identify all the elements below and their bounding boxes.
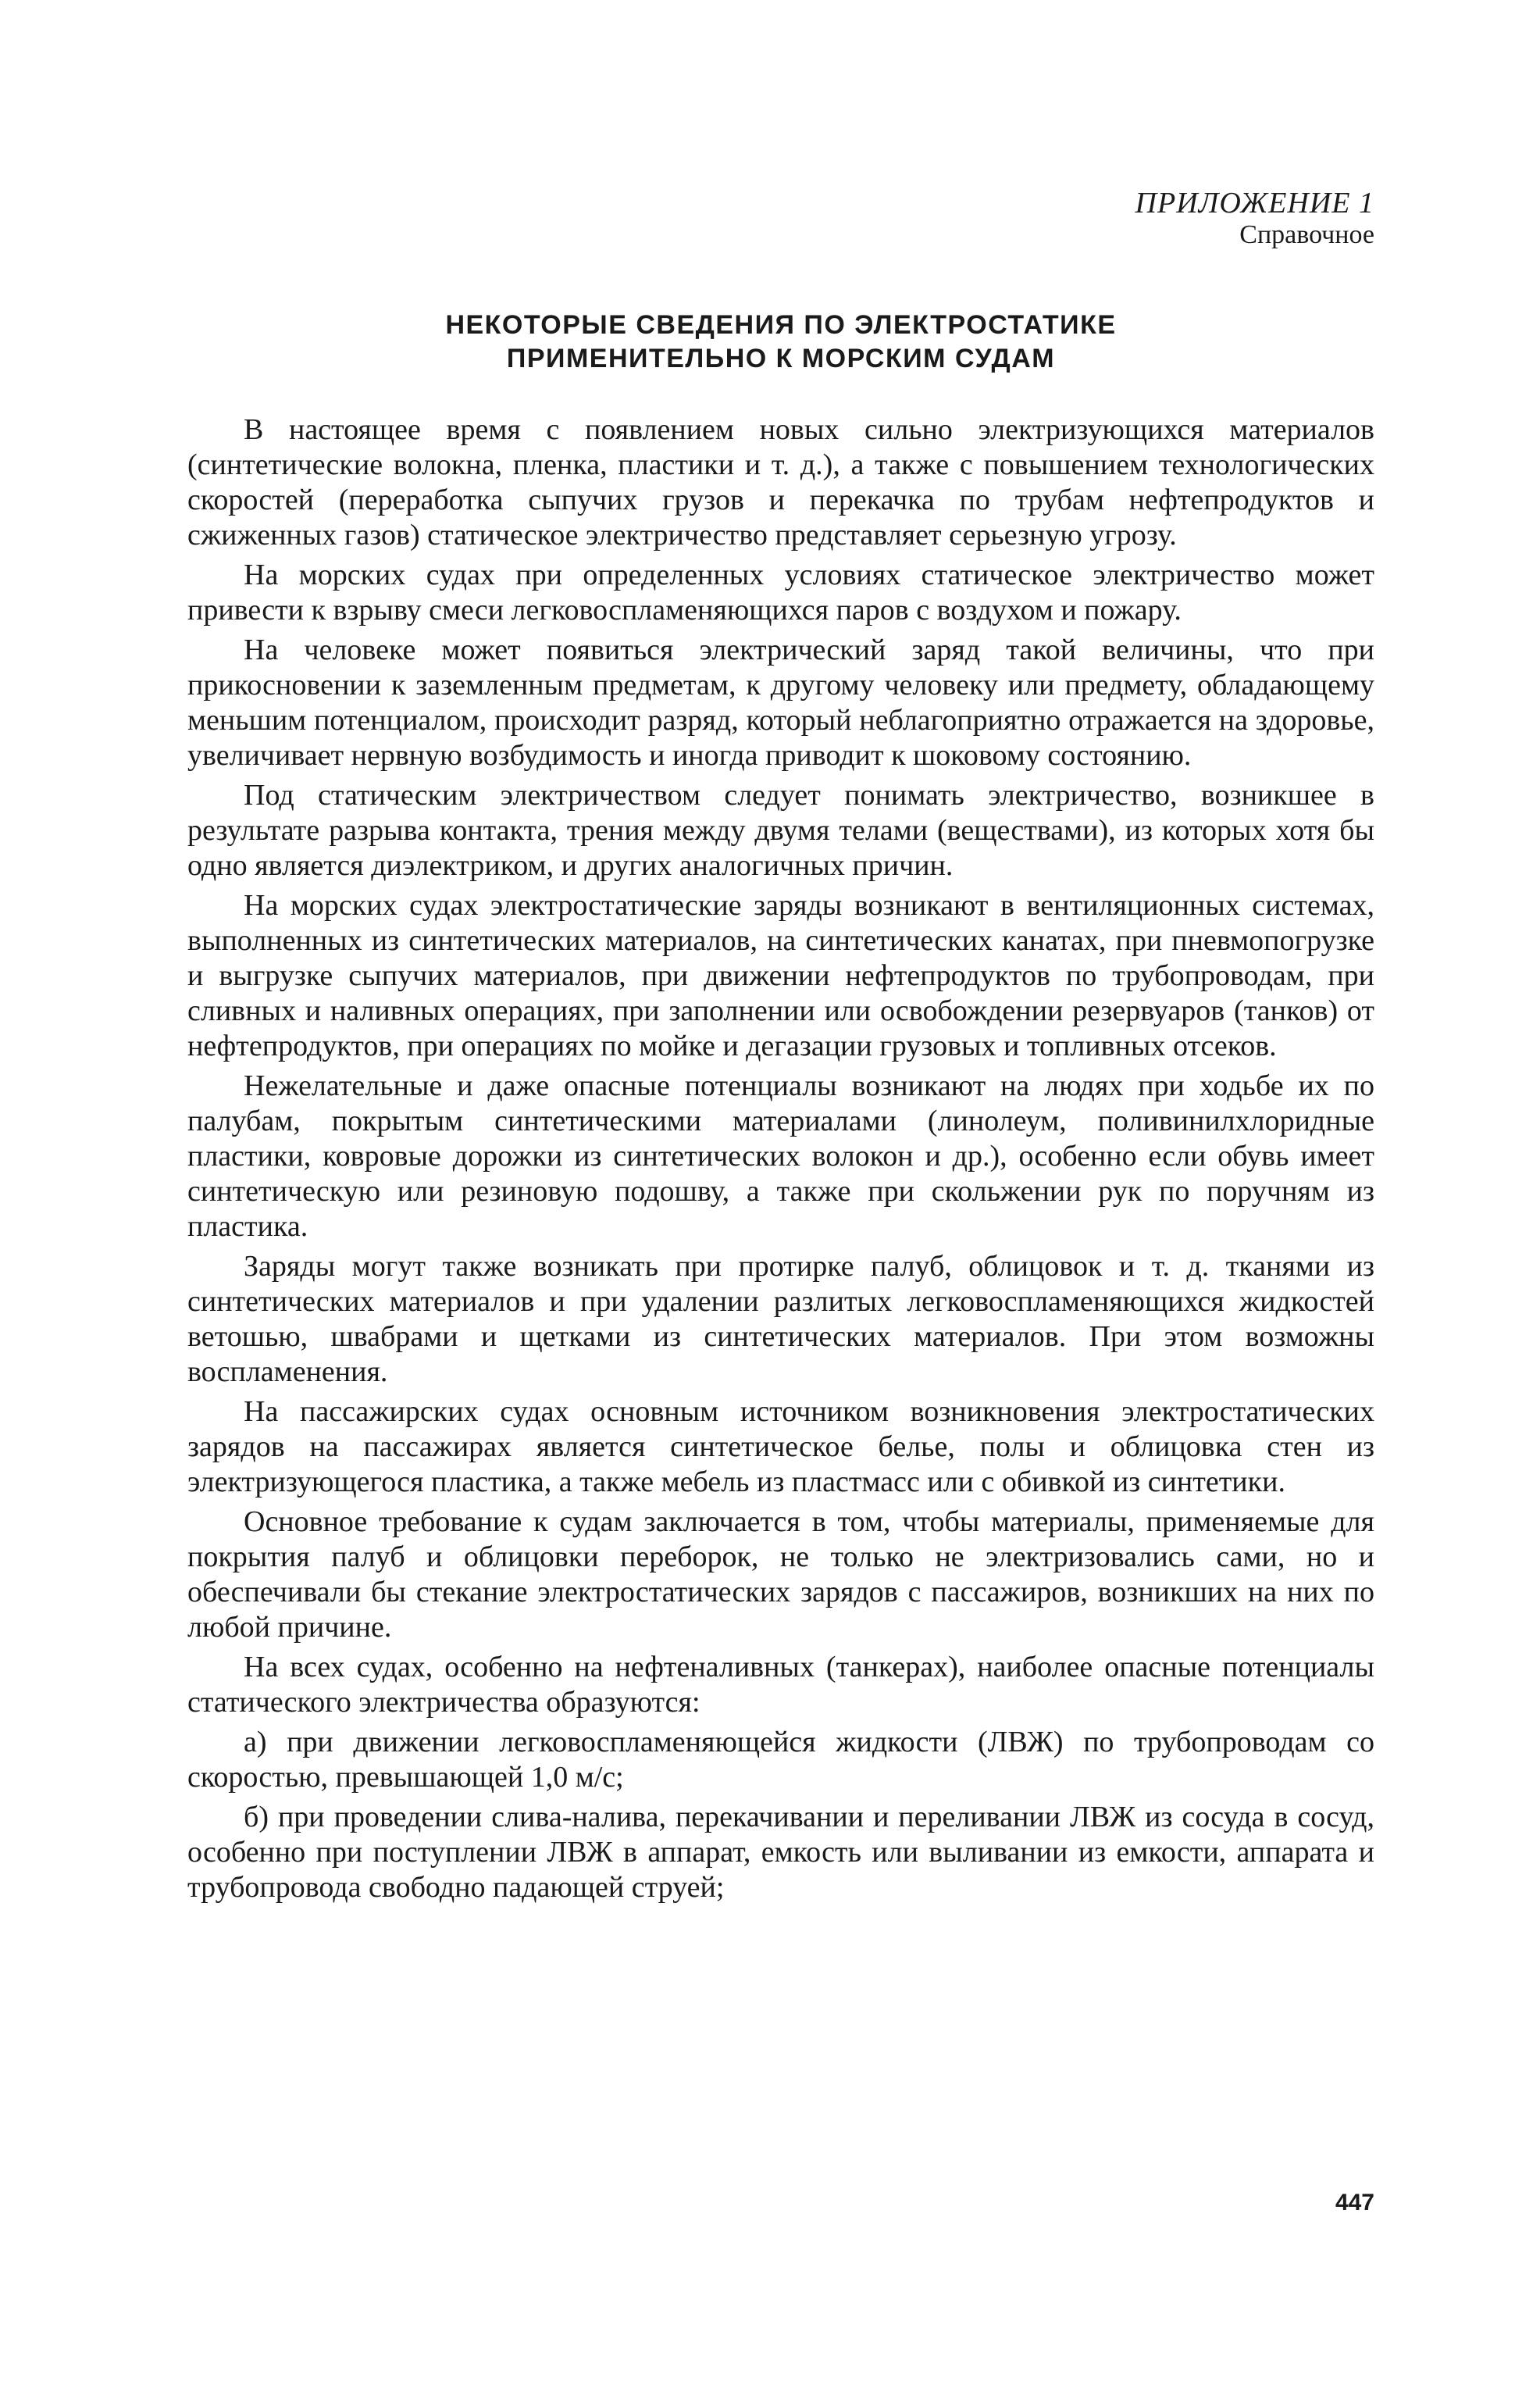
paragraph-definition: Под статическим электричеством следует понимать электричество, возникшее в результате разрыва контакта, трения между двумя телами (веществами), из которых хотя бы одно является диэлектриком, и других аналогичных причин. [187,779,1374,883]
title-line-1: НЕКОТОРЫЕ СВЕДЕНИЯ ПО ЭЛЕКТРОСТАТИКЕ [445,310,1117,341]
title-line-2: ПРИМЕНИТЕЛЬНО К МОРСКИМ СУДАМ [506,343,1056,373]
document-body [187,412,1374,1905]
appendix-kind: Справочное [1239,220,1374,249]
page-number: 447 [1335,2190,1374,2215]
appendix-header [187,187,1374,249]
list-item-a: а) при движении легковоспламеняющейся жидкости (ЛВЖ) по трубопроводам со скоростью, превышающей 1,0 м/с; [187,1726,1374,1794]
list-item-b: б) при проведении слива-налива, перекачивании и переливании ЛВЖ из сосуда в сосуд, особенно при поступлении ЛВЖ в аппарат, емкость или выливании из емкости, аппарата и трубопровода свободно падающей струей; [187,1801,1374,1905]
appendix-label: ПРИЛОЖЕНИЕ 1 [1135,187,1374,220]
paragraph-human-charge: На человеке может появиться электрический заряд такой величины, что при прикосновении к заземленным предметам, к другому человеку или предмету, обладающему меньшим потенциалом, происходит разряд, который неблагоприятно отражается на здоровье, увеличивает нервную возбудимость и иногда приводит к шоковому состоянию. [187,634,1374,773]
document-title [187,309,1374,375]
paragraph-marine-danger: На морских судах при определенных условиях статическое электричество может привести к взрыву смеси легковоспламеняющихся паров с воздухом и пожару. [187,559,1374,627]
paragraph-tankers: На всех судах, особенно на нефтеналивных (танкерах), наиболее опасные потенциалы статического электричества образуются: [187,1651,1374,1719]
paragraph-charge-sources: На морских судах электростатические заряды возникают в вентиляционных системах, выполненных из синтетических материалов, на синтетических канатах, при пневмопогрузке и выгрузке сыпучих материалов, при движении нефтепродуктов по трубопроводам, при сливных и наливных операциях, при заполнении или освобождении резервуаров (танков) от нефтепродуктов, при операциях по мойке и дегазации грузовых и топливных отсеков. [187,889,1374,1063]
document-page [187,187,1374,2215]
paragraph-wiping: Заряды могут также возникать при протирке палуб, облицовок и т. д. тканями из синтетических материалов и при удалении разлитых легковоспламеняющихся жидкостей ветошью, швабрами и щетками из синтетических материалов. При этом возможны воспламенения. [187,1250,1374,1389]
paragraph-intro: В настоящее время с появлением новых сильно электризующихся материалов (синтетические волокна, пленка, пластики и т. д.), а также с повышением технологических скоростей (переработка сыпучих грузов и перекачка по трубам нефтепродуктов и сжиженных газов) статическое электричество представляет серьезную угрозу. [187,413,1374,552]
paragraph-passenger-ships: На пассажирских судах основным источником возникновения электростатических зарядов на пассажирах является синтетическое белье, полы и облицовка стен из электризующегося пластика, а также мебель из пластмасс или с обивкой из синтетики. [187,1395,1374,1499]
paragraph-main-requirement: Основное требование к судам заключается в том, чтобы материалы, применяемые для покрытия палуб и облицовки переборок, не только не электризовались сами, но и обеспечивали бы стекание электростатических зарядов с пассажиров, возникших на них по любой причине. [187,1505,1374,1644]
paragraph-walking-decks: Нежелательные и даже опасные потенциалы возникают на людях при ходьбе их по палубам, покрытым синтетическими материалами (линолеум, поливинилхлоридные пластики, ковровые дорожки из синтетических волокон и др.), особенно если обувь имеет синтетическую или резиновую подошву, а также при скольжении рук по поручням из пластика. [187,1069,1374,1244]
